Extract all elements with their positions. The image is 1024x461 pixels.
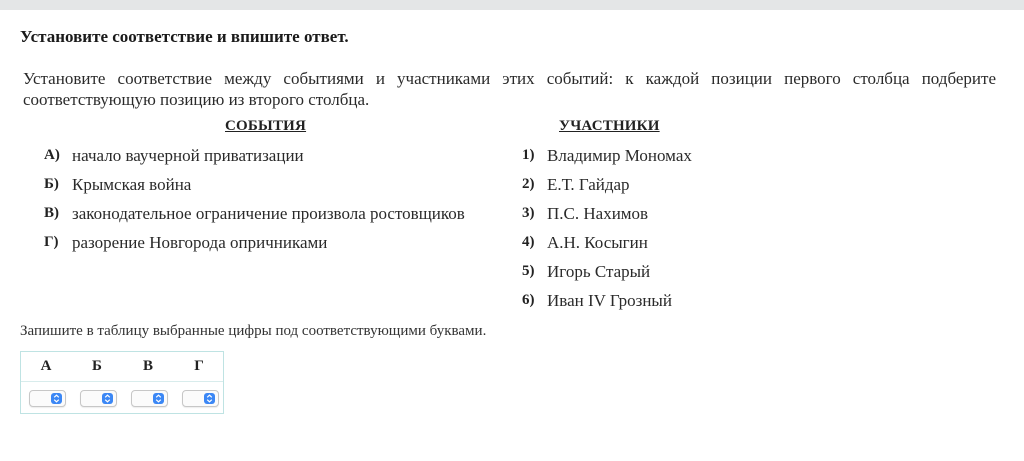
participant-text: А.Н. Косыгин — [547, 233, 648, 252]
event-key: Б) — [44, 176, 59, 192]
event-text: разорение Новгорода опричниками — [72, 233, 328, 252]
participant-key: 3) — [522, 205, 535, 221]
answer-column-header: Г — [194, 358, 204, 374]
answer-column-header: В — [142, 358, 153, 374]
answer-column-header: Б — [92, 358, 102, 374]
event-text: начало ваучерной приватизации — [72, 146, 304, 165]
event-text: Крымская война — [72, 175, 192, 194]
answer-select-g[interactable] — [182, 390, 219, 407]
event-key: В) — [44, 205, 59, 221]
task-title: Установите соответствие и впишите ответ. — [20, 27, 349, 46]
select-arrows-icon — [153, 393, 164, 404]
select-arrows-icon — [102, 393, 113, 404]
events-column-header: СОБЫТИЯ — [225, 118, 307, 134]
task-instruction: Установите соответствие между событиями и участниками этих событий: к каждой позиции первого столбца подберите соответствующую позицию из второго столбца. — [23, 69, 996, 109]
participant-key: 1) — [522, 147, 535, 163]
answer-table — [20, 351, 224, 414]
participant-key: 5) — [522, 263, 535, 279]
event-text: законодательное ограничение произвола ростовщиков — [72, 204, 465, 223]
table-divider — [21, 381, 223, 382]
participant-key: 4) — [522, 234, 535, 250]
participant-key: 2) — [522, 176, 535, 192]
participant-text: Игорь Старый — [547, 262, 651, 281]
participant-text: Е.Т. Гайдар — [547, 175, 630, 194]
participant-text: Иван IV Грозный — [547, 291, 672, 310]
answer-select-b[interactable] — [80, 390, 117, 407]
participant-text: Владимир Мономах — [547, 146, 692, 165]
event-key: Г) — [44, 234, 59, 250]
select-arrows-icon — [204, 393, 215, 404]
event-key: А) — [44, 147, 60, 163]
select-arrows-icon — [51, 393, 62, 404]
top-bar — [0, 0, 1024, 10]
answer-select-a[interactable] — [29, 390, 66, 407]
participant-text: П.С. Нахимов — [547, 204, 649, 223]
participant-key: 6) — [522, 292, 535, 308]
participants-column-header: УЧАСТНИКИ — [559, 118, 660, 134]
answer-column-header: А — [40, 358, 52, 374]
answer-select-v[interactable] — [131, 390, 168, 407]
answer-instruction: Запишите в таблицу выбранные цифры под соответствующими буквами. — [20, 323, 487, 339]
